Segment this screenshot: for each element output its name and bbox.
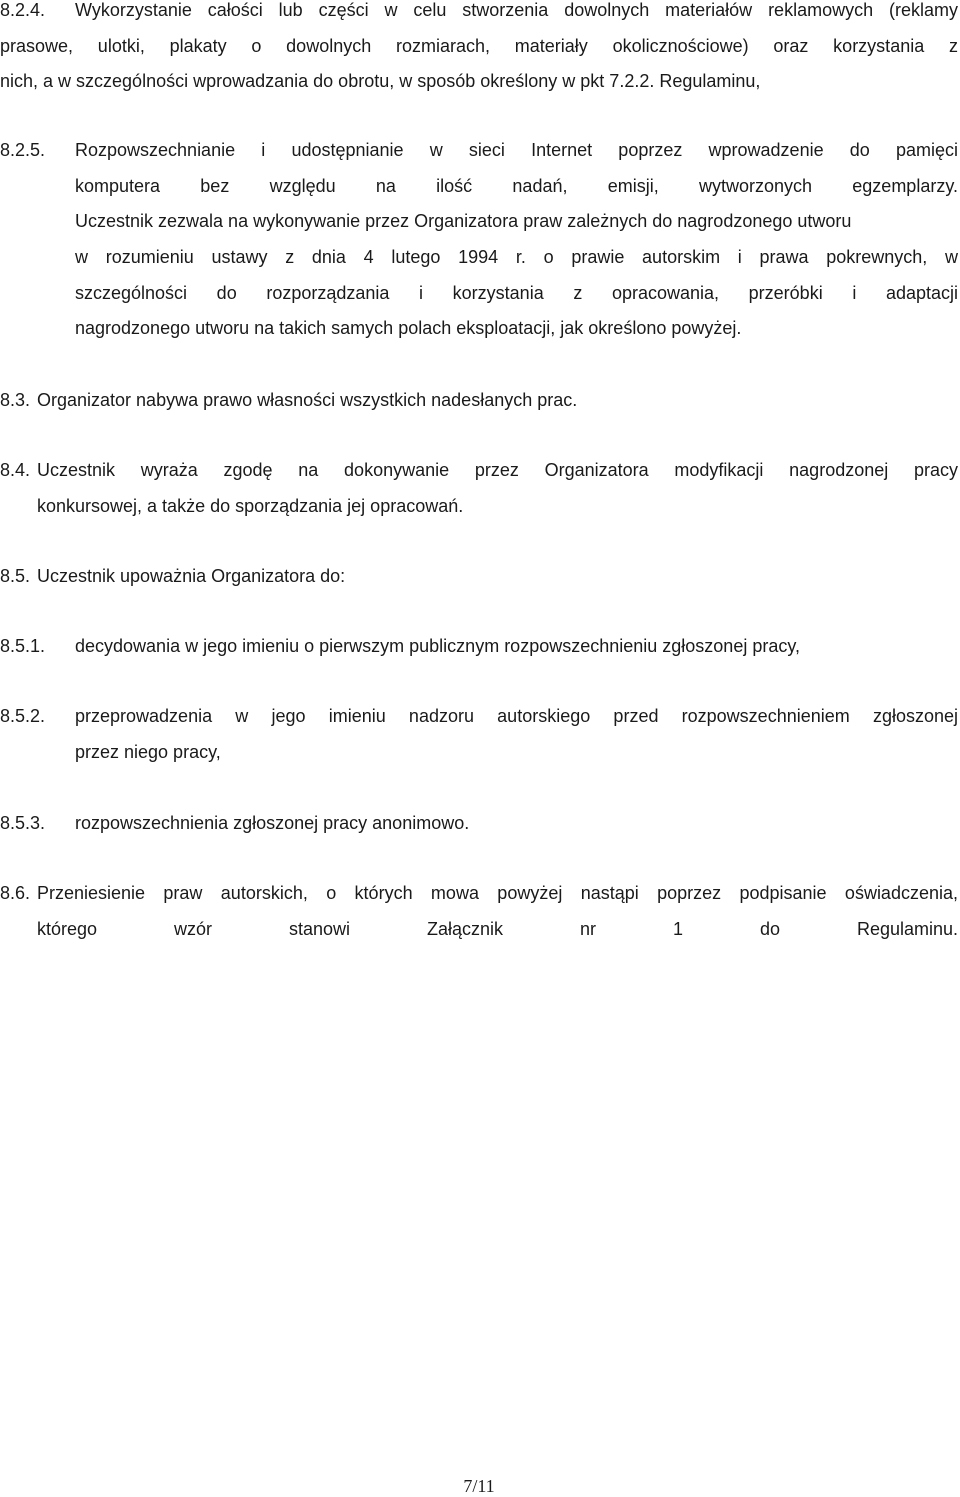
paragraph-line: w rozumieniu ustawy z dnia 4 lutego 1994 r. o prawie autorskim i prawa pokrewnych, w	[75, 247, 958, 267]
paragraph-line: Wykorzystanie całości lub części w celu stworzenia dowolnych materiałów reklamowych (reklamy	[75, 0, 958, 20]
paragraph-line: Rozpowszechnianie i udostępnianie w sieci Internet poprzez wprowadzenie do pamięci	[75, 140, 958, 160]
paragraph-line: konkursowej, a także do sporządzania jej opracowań.	[37, 496, 464, 516]
paragraph-number: 8.2.4.	[0, 0, 46, 20]
paragraph-line: Uczestnik zezwala na wykonywanie przez Organizatora praw zależnych do nagrodzonego utworu	[75, 211, 852, 231]
paragraph-line: Uczestnik upoważnia Organizatora do:	[37, 566, 346, 586]
paragraph-line: Organizator nabywa prawo własności wszystkich nadesłanych prac.	[37, 390, 578, 410]
paragraph-line: przez niego pracy,	[75, 742, 221, 762]
paragraph-number: 8.5.2.	[0, 706, 46, 726]
paragraph-line: Przeniesienie praw autorskich, o których mowa powyżej nastąpi poprzez podpisanie oświadczenia,	[37, 883, 958, 903]
paragraph-line: szczególności do rozporządzania i korzystania z opracowania, przeróbki i adaptacji	[75, 283, 958, 303]
paragraph-number: 8.6.	[0, 883, 31, 903]
paragraph-number: 8.5.	[0, 566, 31, 586]
page-number: 7/11	[463, 1476, 495, 1496]
paragraph-line: Uczestnik wyraża zgodę na dokonywanie przez Organizatora modyfikacji nagrodzonej pracy	[37, 460, 958, 480]
paragraph-line: decydowania w jego imieniu o pierwszym publicznym rozpowszechnieniu zgłoszonej pracy,	[75, 636, 801, 656]
paragraph-line: prasowe, ulotki, plakaty o dowolnych rozmiarach, materiały okolicznościowe) oraz korzystania z	[0, 36, 958, 56]
paragraph-line: rozpowszechnienia zgłoszonej pracy anonimowo.	[75, 813, 470, 833]
paragraph-line: którego wzór stanowi Załącznik nr 1 do Regulaminu.	[37, 919, 958, 939]
paragraph-number: 8.5.3.	[0, 813, 46, 833]
paragraph-number: 8.2.5.	[0, 140, 46, 160]
paragraph-number: 8.4.	[0, 460, 31, 480]
paragraph-number: 8.3.	[0, 390, 31, 410]
paragraph-line: przeprowadzenia w jego imieniu nadzoru autorskiego przed rozpowszechnieniem zgłoszonej	[75, 706, 958, 726]
paragraph-line: nich, a w szczególności wprowadzania do obrotu, w sposób określony w pkt 7.2.2. Regulaminu,	[0, 71, 761, 91]
paragraph-line: nagrodzonego utworu na takich samych polach eksploatacji, jak określono powyżej.	[75, 318, 742, 338]
paragraph-line: komputera bez względu na ilość nadań, emisji, wytworzonych egzemplarzy.	[75, 176, 958, 196]
paragraph-number: 8.5.1.	[0, 636, 46, 656]
